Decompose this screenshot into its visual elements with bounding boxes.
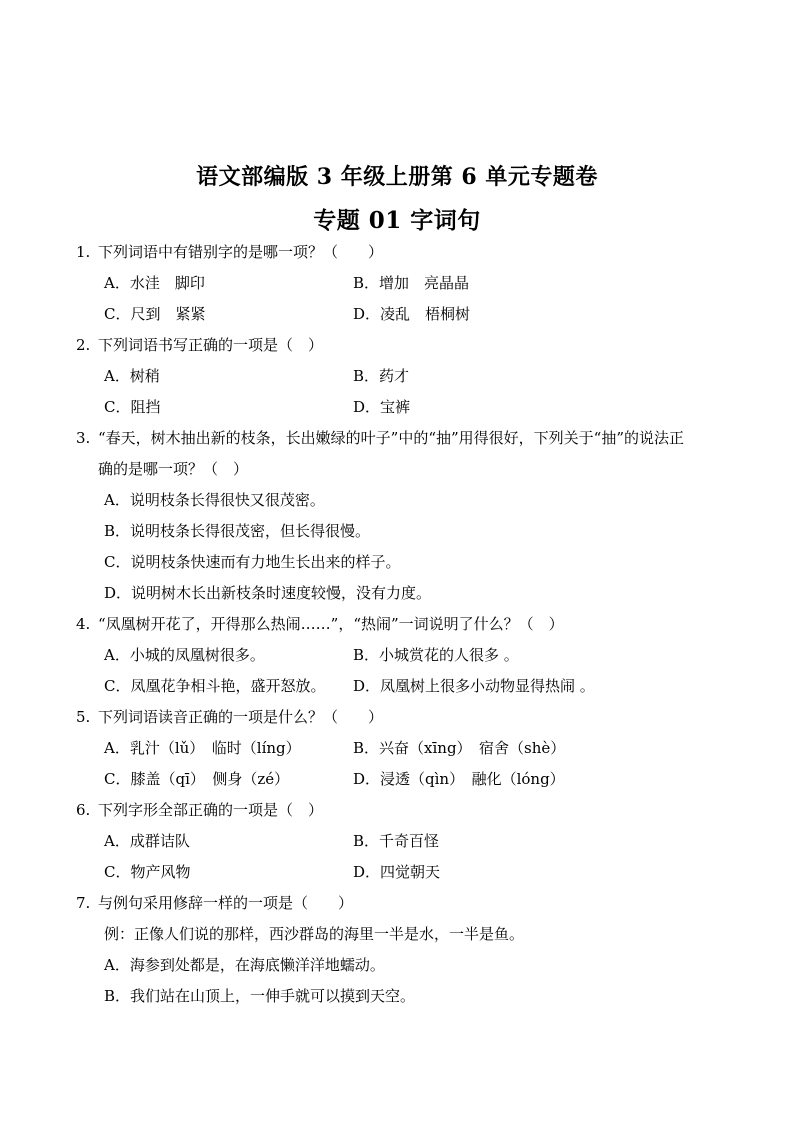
question-text: 下列词语读音正确的一项是什么？（ ） xyxy=(98,708,384,726)
option-d: D．宝裤 xyxy=(353,398,411,416)
question-4-options-row-2 xyxy=(76,671,736,702)
option-b: B．增加 亮晶晶 xyxy=(353,274,470,292)
option-d: D．凤凰树上很多小动物显得热闹 。 xyxy=(353,677,595,695)
question-number: 6. xyxy=(76,801,91,819)
option-d: D．四觉朝天 xyxy=(353,863,441,881)
question-text: 与例句采用修辞一样的一项是（ ） xyxy=(98,894,354,912)
question-number: 4. xyxy=(76,615,91,633)
question-1-options-row-1 xyxy=(76,268,736,299)
option-c: C．凤凰花争相斗艳，盛开怒放。 xyxy=(104,677,326,695)
option-a: A．说明枝条长得很快又很茂密。 xyxy=(104,491,325,509)
option-b: B．兴奋（xīng） 宿舍（shè） xyxy=(353,739,566,757)
question-text: 下列字形全部正确的一项是（ ） xyxy=(98,801,324,819)
question-4-stem xyxy=(76,609,736,640)
option-d: D．浸透（qìn） 融化（lóng） xyxy=(353,770,565,788)
question-6-options-row-2 xyxy=(76,857,736,888)
question-5-options-row-1 xyxy=(76,733,736,764)
question-3-stem-continued: 确的是哪一项？（ ） xyxy=(98,460,249,478)
option-b: B．千奇百怪 xyxy=(353,832,440,850)
question-text: “春天，树木抽出新的枝条，长出嫩绿的叶子”中的“抽”用得很好，下列关于“抽”的说法正 xyxy=(98,429,685,447)
question-7-stem xyxy=(76,888,736,919)
option-b: B．小城赏花的人很多 。 xyxy=(353,646,519,664)
question-2-stem xyxy=(76,330,736,361)
option-c: C．膝盖（qī） 侧身（zé） xyxy=(104,770,290,788)
question-3-stem xyxy=(76,423,736,454)
question-number: 1. xyxy=(76,243,91,261)
question-4-options-row-1 xyxy=(76,640,736,671)
option-b: B．说明枝条长得很茂密，但长得很慢。 xyxy=(104,522,371,540)
question-2-options-row-2 xyxy=(76,392,736,423)
document-subtitle: 专题 01 字词句 xyxy=(313,207,481,234)
option-c: C．阻挡 xyxy=(104,398,161,416)
option-a: A．海参到处都是，在海底懒洋洋地蠕动。 xyxy=(104,956,385,974)
question-1-stem xyxy=(76,237,736,268)
question-text: 下列词语书写正确的一项是（ ） xyxy=(98,336,324,354)
question-5-stem xyxy=(76,702,736,733)
question-6-stem xyxy=(76,795,736,826)
option-a: A．水洼 脚印 xyxy=(104,274,205,292)
question-text: “凤凰树开花了，开得那么热闹……”，“热闹”一词说明了什么？（ ） xyxy=(98,615,564,633)
option-a: A．树稍 xyxy=(104,367,160,385)
question-5-options-row-2 xyxy=(76,764,736,795)
question-number: 3. xyxy=(76,429,91,447)
question-number: 5. xyxy=(76,708,91,726)
question-text: 下列词语中有错别字的是哪一项？（ ） xyxy=(98,243,384,261)
option-c: C．说明枝条快速而有力地生长出来的样子。 xyxy=(104,553,401,571)
question-6-options-row-1 xyxy=(76,826,736,857)
option-a: A．小城的凤凰树很多。 xyxy=(104,646,265,664)
option-c: C．尺到 紧紧 xyxy=(104,305,206,323)
option-b: B．我们站在山顶上，一伸手就可以摸到天空。 xyxy=(104,987,416,1005)
document-title: 语文部编版 3 年级上册第 6 单元专题卷 xyxy=(196,164,598,190)
option-b: B．药才 xyxy=(353,367,410,385)
option-a: A．成群诘队 xyxy=(104,832,190,850)
question-number: 7. xyxy=(76,894,91,912)
question-number: 2. xyxy=(76,336,91,354)
question-list xyxy=(76,237,736,1012)
option-d: D．说明树木长出新枝条时速度较慢，没有力度。 xyxy=(104,584,432,602)
option-d: D．凌乱 梧桐树 xyxy=(353,305,471,323)
question-2-options-row-1 xyxy=(76,361,736,392)
option-c: C．物产风物 xyxy=(104,863,191,881)
question-1-options-row-2 xyxy=(76,299,736,330)
option-a: A．乳汁（lǔ） 临时（líng） xyxy=(104,739,301,757)
example-sentence: 例：正像人们说的那样，西沙群岛的海里一半是水，一半是鱼。 xyxy=(104,925,525,943)
